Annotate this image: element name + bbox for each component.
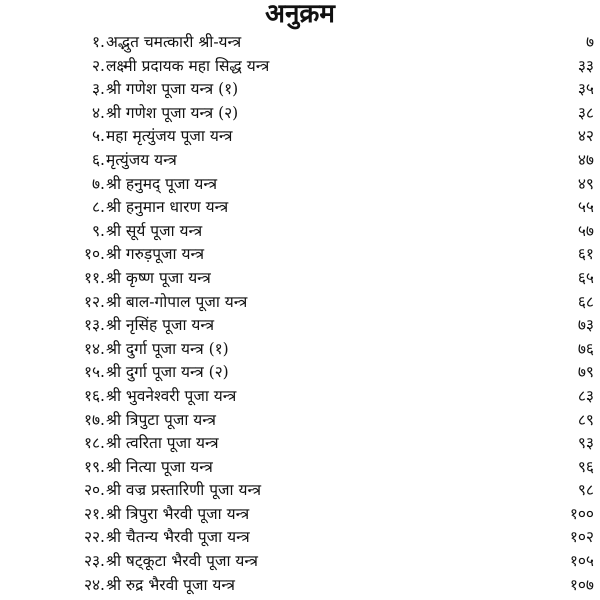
toc-entry-title: श्री दुर्गा पूजा यन्त्र (२) xyxy=(106,363,229,382)
toc-entry-page: ४९ xyxy=(577,174,594,193)
toc-entry-title: श्री बाल-गोपाल पूजा यन्त्र xyxy=(106,292,248,311)
toc-entry-number: ६. xyxy=(92,150,105,169)
toc-entry-number: ३. xyxy=(92,80,105,99)
toc-entry xyxy=(0,243,600,267)
toc-entry xyxy=(0,125,600,149)
toc-entry-title: श्री नित्या पूजा यन्त्र xyxy=(106,457,213,476)
toc-entry-number: १५. xyxy=(83,363,105,382)
toc-entry-page: ७ xyxy=(585,33,594,51)
toc-entry xyxy=(0,31,600,55)
toc-entry xyxy=(0,102,600,126)
table-of-contents xyxy=(0,31,600,597)
toc-entry-title: श्री हनुमान धारण यन्त्र xyxy=(106,198,229,217)
toc-entry-title: श्री त्रिपुरा भैरवी पूजा यन्त्र xyxy=(106,504,250,523)
toc-entry xyxy=(0,55,600,79)
toc-entry-page: ३३ xyxy=(577,56,594,75)
toc-entry-number: १०. xyxy=(83,245,105,264)
toc-entry-number: ११. xyxy=(83,268,105,287)
toc-entry-number: २. xyxy=(92,56,105,75)
toc-entry-title: मृत्युंजय यन्त्र xyxy=(106,150,177,169)
toc-entry-title: श्री गणेश पूजा यन्त्र (१) xyxy=(106,80,239,99)
toc-entry-title: महा मृत्युंजय पूजा यन्त्र xyxy=(106,127,233,146)
toc-entry-title: श्री त्रिपुटा पूजा यन्त्र xyxy=(106,410,216,429)
toc-entry-number: १६. xyxy=(83,386,105,405)
toc-entry-title: श्री सूर्य पूजा यन्त्र xyxy=(106,221,203,240)
toc-entry-page: १०५ xyxy=(569,552,594,571)
toc-entry-number: १. xyxy=(92,33,105,51)
toc-entry-title: श्री दुर्गा पूजा यन्त्र (१) xyxy=(106,339,229,358)
toc-entry-number: ४. xyxy=(92,103,105,122)
toc-entry-number: १२. xyxy=(83,292,105,311)
toc-entry-page: ५७ xyxy=(577,221,594,240)
toc-entry xyxy=(0,149,600,173)
toc-entry-page: ६१ xyxy=(577,245,594,264)
toc-entry-page: ८९ xyxy=(577,410,594,429)
toc-entry-page: ८३ xyxy=(577,386,594,405)
page-title: अनुक्रम xyxy=(265,0,335,29)
toc-entry-page: ६५ xyxy=(577,268,594,287)
toc-entry-title: श्री रुद्र भैरवी पूजा यन्त्र xyxy=(106,575,235,594)
toc-entry-page: ३८ xyxy=(577,103,594,122)
toc-entry-title: श्री कृष्ण पूजा यन्त्र xyxy=(106,268,211,287)
toc-entry xyxy=(0,267,600,291)
toc-entry-page: ७६ xyxy=(577,339,594,358)
toc-entry-title: श्री नृसिंह पूजा यन्त्र xyxy=(106,316,214,335)
toc-entry xyxy=(0,432,600,456)
toc-entry-title: अद्भुत चमत्कारी श्री-यन्त्र xyxy=(106,33,242,51)
toc-entry xyxy=(0,361,600,385)
toc-entry-page: ७९ xyxy=(577,363,594,382)
toc-entry xyxy=(0,196,600,220)
toc-entry-page: ५५ xyxy=(577,198,594,217)
toc-entry-number: ९. xyxy=(92,221,105,240)
toc-entry-number: ७. xyxy=(92,174,105,193)
toc-entry xyxy=(0,291,600,315)
toc-entry xyxy=(0,503,600,527)
toc-entry-page: ६८ xyxy=(577,292,594,311)
toc-entry xyxy=(0,574,600,598)
toc-entry xyxy=(0,526,600,550)
toc-entry-title: श्री हनुमद् पूजा यन्त्र xyxy=(106,174,218,193)
toc-entry-title: लक्ष्मी प्रदायक महा सिद्ध यन्त्र xyxy=(106,56,270,75)
toc-entry xyxy=(0,78,600,102)
toc-entry-page: ४७ xyxy=(577,150,594,169)
toc-entry xyxy=(0,409,600,433)
toc-entry-page: ९८ xyxy=(577,481,594,500)
toc-entry-page: ३५ xyxy=(577,80,594,99)
toc-entry-number: १९. xyxy=(83,457,105,476)
toc-entry xyxy=(0,314,600,338)
toc-entry xyxy=(0,456,600,480)
toc-entry-page: ९६ xyxy=(577,457,594,476)
toc-entry-number: २१. xyxy=(83,504,105,523)
toc-entry-page: १०७ xyxy=(569,575,594,594)
toc-entry-number: २३. xyxy=(83,552,105,571)
toc-entry-number: ५. xyxy=(92,127,105,146)
toc-entry-number: १७. xyxy=(83,410,105,429)
toc-entry-title: श्री चैतन्य भैरवी पूजा यन्त्र xyxy=(106,528,250,547)
toc-entry xyxy=(0,385,600,409)
toc-entry-number: १४. xyxy=(83,339,105,358)
toc-entry-title: श्री भुवनेश्वरी पूजा यन्त्र xyxy=(106,386,237,405)
toc-entry-page: ७३ xyxy=(577,316,594,335)
toc-entry-page: १०० xyxy=(569,504,594,523)
toc-entry xyxy=(0,550,600,574)
toc-entry-number: २२. xyxy=(83,528,105,547)
toc-entry-number: ८. xyxy=(92,198,105,217)
toc-entry-number: १८. xyxy=(83,434,105,453)
toc-entry-title: श्री गणेश पूजा यन्त्र (२) xyxy=(106,103,239,122)
toc-entry xyxy=(0,338,600,362)
toc-entry xyxy=(0,479,600,503)
toc-entry-page: ९३ xyxy=(577,434,594,453)
toc-entry-page: ४२ xyxy=(577,127,594,146)
toc-entry-title: श्री षट्कूटा भैरवी पूजा यन्त्र xyxy=(106,552,258,571)
toc-entry-title: श्री त्वरिता पूजा यन्त्र xyxy=(106,434,219,453)
toc-entry-title: श्री गरुड़पूजा यन्त्र xyxy=(106,245,205,264)
toc-entry-page: १०२ xyxy=(569,528,594,547)
toc-entry xyxy=(0,220,600,244)
toc-entry-number: २०. xyxy=(83,481,105,500)
toc-entry xyxy=(0,173,600,197)
toc-entry-number: १३. xyxy=(83,316,105,335)
toc-entry-number: २४. xyxy=(83,575,105,594)
toc-entry-title: श्री वज्र प्रस्तारिणी पूजा यन्त्र xyxy=(106,481,262,500)
